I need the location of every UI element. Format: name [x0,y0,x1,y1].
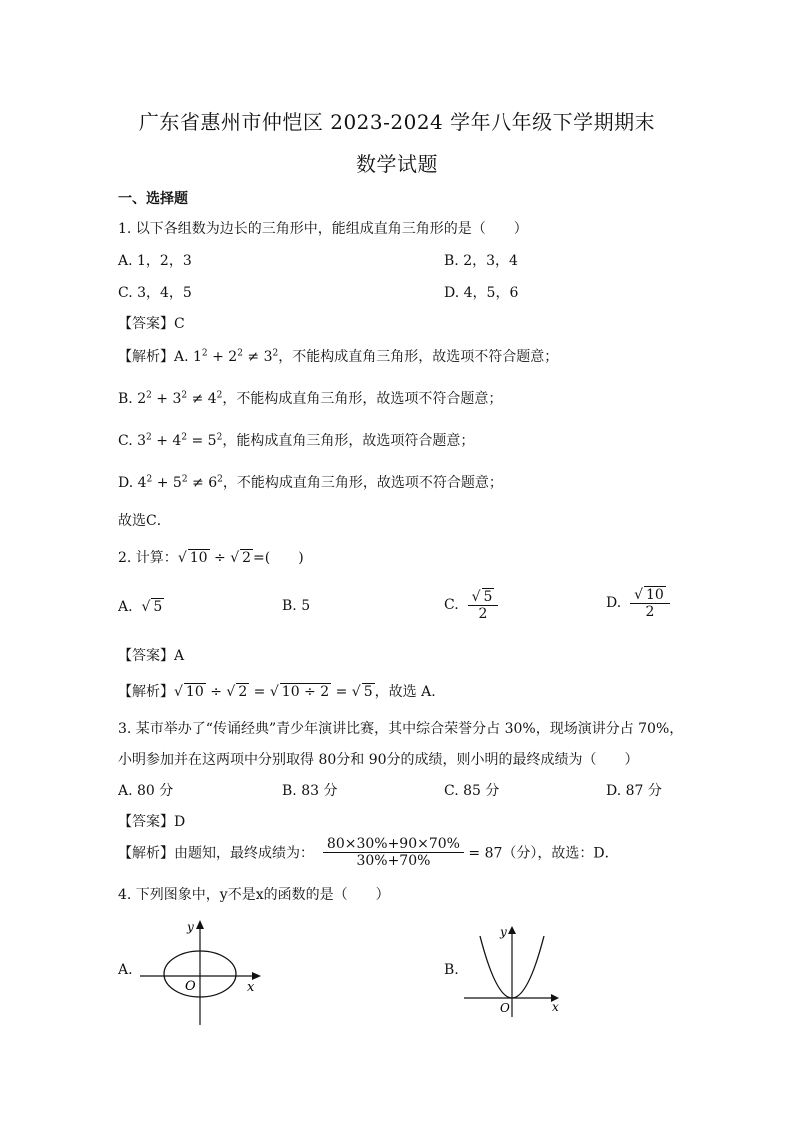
q3-stem-line2: 小明参加并在这两项中分别取得 80分和 90分的成绩，则小明的最终成绩为（ ） [118,752,639,768]
q1-analysis-d: D. $4^2 + 5^2 \ne 6^2$，不能构成直角三角形，故选项不符合题意； [118,474,503,491]
q1-stem: 1. 以下各组数为边长的三角形中，能组成直角三角形的是（ ） [118,221,528,237]
q2-analysis: 【解析】√ 10 ÷ √ 2 = √ 10 ÷ 2 = √ 5 ，故选 A. [118,684,436,700]
q2-option-c: C. $\frac{√ 5}{2}$ [444,588,498,622]
q1-analysis-c: C. $3^2 + 4^2 = 5^2$，能构成直角三角形，故选项符合题意； [118,432,475,449]
q4-graph-b [462,922,572,1022]
q3-analysis: 【解析】由题知，最终成绩为： $\frac{80\times 30\%+90\times 70\%}{30\%+70\%}$ = 87（分），故选：D． [118,836,619,869]
q4-option-b-label: B. [444,962,459,978]
q1-analysis-a: 【解析】A. $1^2 + 2^2 \ne 3^2$，不能构成直角三角形，故选项不符合题意； [118,348,559,365]
q3-option-c: C. 85 分 [444,783,500,799]
q1-answer: 【答案】C [118,316,185,332]
q2-stem: 2. 计算：√ 10 ÷ √ 2 =( ) [118,550,304,566]
graph-a-y-label: y [187,920,194,934]
graph-a-origin: O [185,979,196,994]
q1-option-c: C. 3，4，5 [118,285,192,301]
q1-analysis-b: B. $2^2 + 3^2 \ne 4^2$，不能构成直角三角形，故选项不符合题意； [118,390,503,407]
graph-b-origin: O [500,1001,510,1015]
q1-conclusion: 故选C． [118,513,171,529]
q2-answer: 【答案】A [118,648,185,664]
q1-option-a: A. 1，2，3 [118,253,192,269]
q3-option-b: B. 83 分 [282,783,338,799]
document-subtitle: 数学试题 [356,152,438,176]
q3-answer: 【答案】D [118,814,186,830]
graph-b-y-label: y [500,925,507,939]
q1-option-d: D. 4，5，6 [444,285,519,301]
q2-option-d: D. $\frac{√ 10}{2}$ [606,586,670,620]
section-heading: 一、选择题 [118,191,188,207]
graph-b-x-label: x [552,1000,559,1014]
graph-a-x-label: x [247,980,255,995]
q2-option-a: A. √ 5 [118,599,163,615]
q2-option-b: B. 5 [282,598,311,614]
q4-stem: 4. 下列图象中，y不是x的函数的是（ ） [118,887,390,903]
document-title: 广东省惠州市仲恺区 2023-2024 学年八年级下学期期末 [138,110,656,134]
q3-stem-line1: 3. 某市举办了“传诵经典”青少年演讲比赛，其中综合荣誉分占 30%，现场演讲分占 70%， [118,721,684,737]
q4-graph-a [135,915,270,1030]
q4-option-a-label: A. [118,962,133,978]
q1-option-b: B. 2，3，4 [444,253,518,269]
q3-option-d: D. 87 分 [606,783,662,799]
q3-option-a: A. 80 分 [118,783,174,799]
